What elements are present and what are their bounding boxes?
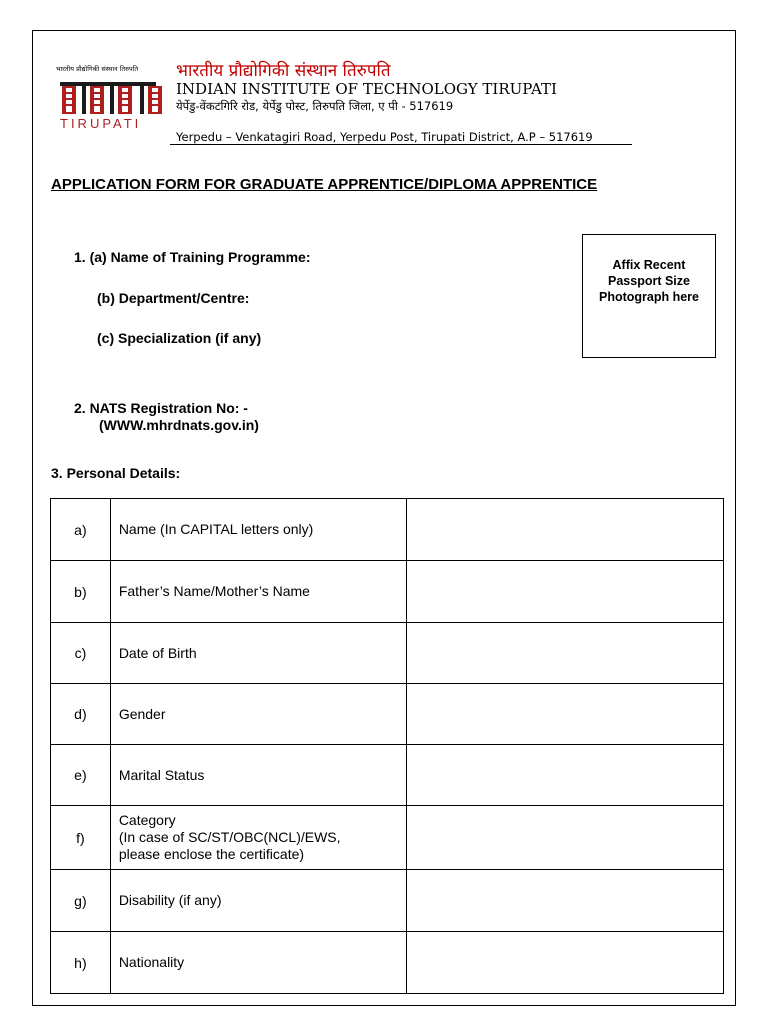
row-letter: b) [51, 561, 111, 623]
form-title: APPLICATION FORM FOR GRADUATE APPRENTICE/DIPLOMA APPRENTICE [51, 176, 598, 193]
row-label: Disability (if any) [110, 870, 406, 932]
marital-status-field[interactable] [407, 745, 724, 806]
table-row [51, 499, 724, 561]
institute-name-english: INDIAN INSTITUTE OF TECHNOLOGY TIRUPATI [176, 80, 557, 98]
table-row [51, 806, 724, 870]
institute-name-hindi: भारतीय प्रौद्योगिकी संस्थान तिरुपति [176, 61, 391, 81]
gender-field[interactable] [407, 684, 724, 745]
row-letter: h) [51, 932, 111, 994]
table-row [51, 870, 724, 932]
photo-placeholder[interactable] [582, 234, 716, 358]
table-row [51, 684, 724, 745]
row-label: Father’s Name/Mother’s Name [110, 561, 406, 623]
disability-field[interactable] [407, 870, 724, 932]
header-divider [170, 144, 632, 145]
dob-field[interactable] [407, 623, 724, 684]
name-field[interactable] [407, 499, 724, 561]
question-1b: (b) Department/Centre: [97, 290, 250, 306]
parent-name-field[interactable] [407, 561, 724, 623]
row-letter: g) [51, 870, 111, 932]
question-3: 3. Personal Details: [51, 465, 181, 481]
row-label: Date of Birth [110, 623, 406, 684]
row-label: Name (In CAPITAL letters only) [110, 499, 406, 561]
logo-emblem-icon [56, 74, 170, 116]
logo-city: TIRUPATI [60, 116, 142, 131]
category-note-line1: (In case of SC/ST/OBC(NCL)/EWS, [118, 829, 341, 845]
row-letter: d) [51, 684, 111, 745]
row-label: Gender [110, 684, 406, 745]
question-2-website: (WWW.mhrdnats.gov.in) [99, 417, 259, 433]
address-english: Yerpedu – Venkatagiri Road, Yerpedu Post, Tirupati District, A.P – 517619 [176, 130, 593, 144]
photo-text-line2: Passport Size [608, 274, 690, 288]
table-row [51, 561, 724, 623]
question-2: 2. NATS Registration No: - [74, 400, 248, 416]
category-field[interactable] [407, 806, 724, 870]
nationality-field[interactable] [407, 932, 724, 994]
row-letter: c) [51, 623, 111, 684]
table-row [51, 745, 724, 806]
row-letter: f) [51, 806, 111, 870]
category-label: Category [118, 812, 176, 828]
row-label [110, 806, 406, 870]
logo-tagline: भारतीय प्रौद्योगिकी संस्थान तिरुपति [56, 65, 139, 73]
row-letter: e) [51, 745, 111, 806]
question-1c: (c) Specialization (if any) [97, 330, 262, 346]
question-1a: 1. (a) Name of Training Programme: [74, 249, 311, 265]
iit-tirupati-logo [56, 64, 170, 132]
address-hindi: येर्पेडु-वेंकटगिरि रोड, येर्पेडु पोस्ट, तिरुपति जिला, ए पी - 517619 [176, 99, 454, 113]
personal-details-table [50, 498, 724, 994]
row-label: Marital Status [110, 745, 406, 806]
table-row [51, 623, 724, 684]
row-label: Nationality [110, 932, 406, 994]
table-row [51, 932, 724, 994]
row-letter: a) [51, 499, 111, 561]
category-note-line2: please enclose the certificate) [118, 846, 305, 862]
photo-text-line3: Photograph here [598, 290, 699, 304]
photo-text-line1: Affix Recent [612, 258, 686, 272]
